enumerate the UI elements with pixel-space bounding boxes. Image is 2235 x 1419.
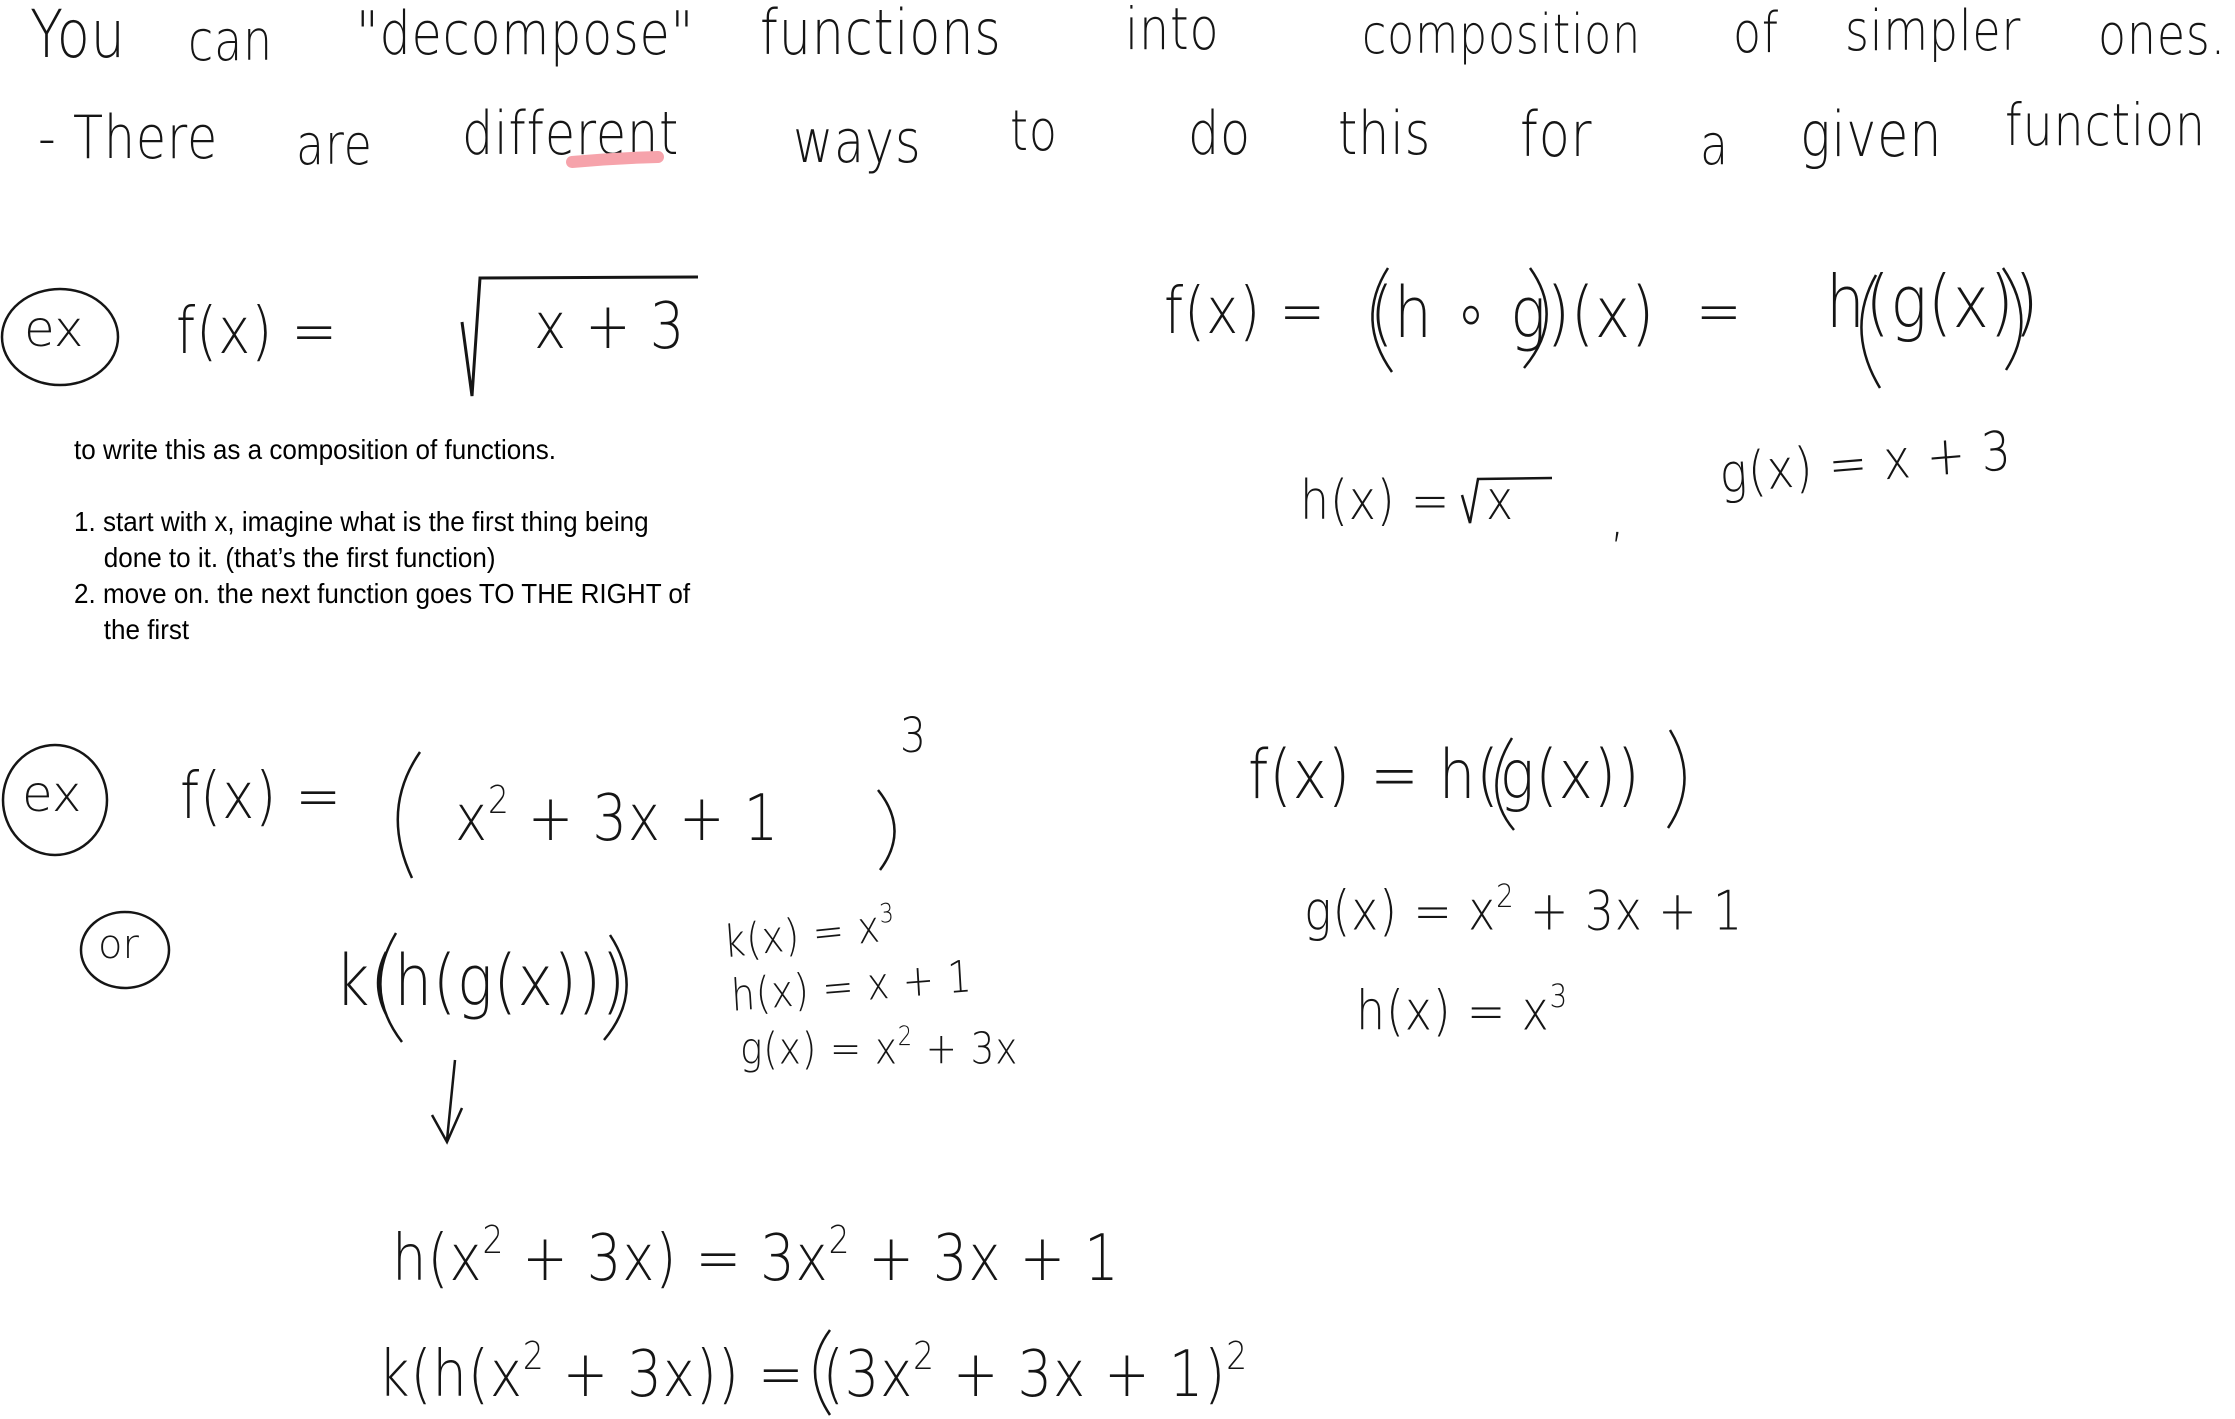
composition-mid: (h ∘ g)(x) [1370,272,1656,354]
g-def: g(x) = x + 3 [1717,419,2014,506]
intro-word: do [1188,99,1251,169]
intro-word: "decompose" [356,0,695,69]
big-paren-right [878,790,895,870]
separator: , [1610,485,1626,548]
work-step-2: $k(h(x^2 + 3x)) = (3x^2 + 3x + 1)^2$ [378,1334,1248,1412]
big-paren-left [398,752,420,878]
intro-word: of [1733,1,1779,66]
composition-lhs: f(x) = [1164,275,1326,349]
intro-word: simpler [1845,0,2022,64]
step-1-line-2: done to it. (that’s the first function) [103,542,496,573]
composition-rhs: h(g(x)) [1826,260,2040,344]
intro-word: ones. [2098,3,2227,68]
alt-k-def: $k(x) = x^3$ [721,897,896,969]
instructions [74,432,690,648]
down-arrow-icon [432,1060,462,1142]
intro-word: this [1338,99,1432,169]
example2-h-def: $h(x) = x^3$ [1356,977,1569,1043]
intro-word: into [1125,0,1220,63]
alt-g-def: $g(x) = x^2 + 3x$ [740,1021,1019,1075]
step-2-line-1: 2. move on. the next function goes TO THE RIGHT of [74,578,691,609]
example1-lhs: f(x) = [176,295,338,369]
ex-badge-label: ex [22,765,82,823]
alt-composition: k(h(g(x))) [335,940,626,1022]
intro-word: composition [1362,3,1641,66]
work-step-1: $h(x^2 + 3x) = 3x^2 + 3x + 1$ [392,1218,1120,1296]
intro-word: - There [38,103,219,173]
or-badge-label: or [98,922,139,968]
intro-word: a [1700,113,1729,178]
intro-word: ways [793,107,922,177]
instruction-step-1 [74,504,690,576]
example2-composition: f(x) = h(g(x)) [1248,736,1641,815]
example2-inner: $x^2 + 3x + 1$ [455,778,780,856]
step-2-line-2: the first [103,614,190,645]
alt-h-def: h(x) = x + 1 [729,951,974,1022]
example2-lhs: f(x) = [180,760,342,834]
intro-word: You [30,0,126,73]
h-def-radicand: x [1486,469,1515,532]
intro-word: are [296,113,373,178]
composition-equals: = [1696,275,1743,349]
example2-outer-exponent: 3 [900,708,927,764]
h-def-lhs: h(x) = [1300,469,1451,532]
intro-word: function [2005,91,2206,159]
intro-word: functions [760,0,1002,69]
instructions-intro: to write this as a composition of functions. [74,434,556,465]
intro-word: for [1520,98,1593,171]
example1-radicand: x + 3 [534,290,686,364]
instruction-step-2 [74,576,690,648]
intro-word: can [188,9,273,74]
ex-badge-label: ex [24,300,84,358]
example2-g-def: $g(x) = x^2 + 3x + 1$ [1304,877,1744,943]
intro-word: given [1800,98,1943,171]
intro-word: to [1010,99,1058,164]
big-paren-right [1668,730,1685,828]
highlighted-word: different [462,99,680,169]
step-1-line-1: 1. start with x, imagine what is the first thing being [74,506,649,537]
